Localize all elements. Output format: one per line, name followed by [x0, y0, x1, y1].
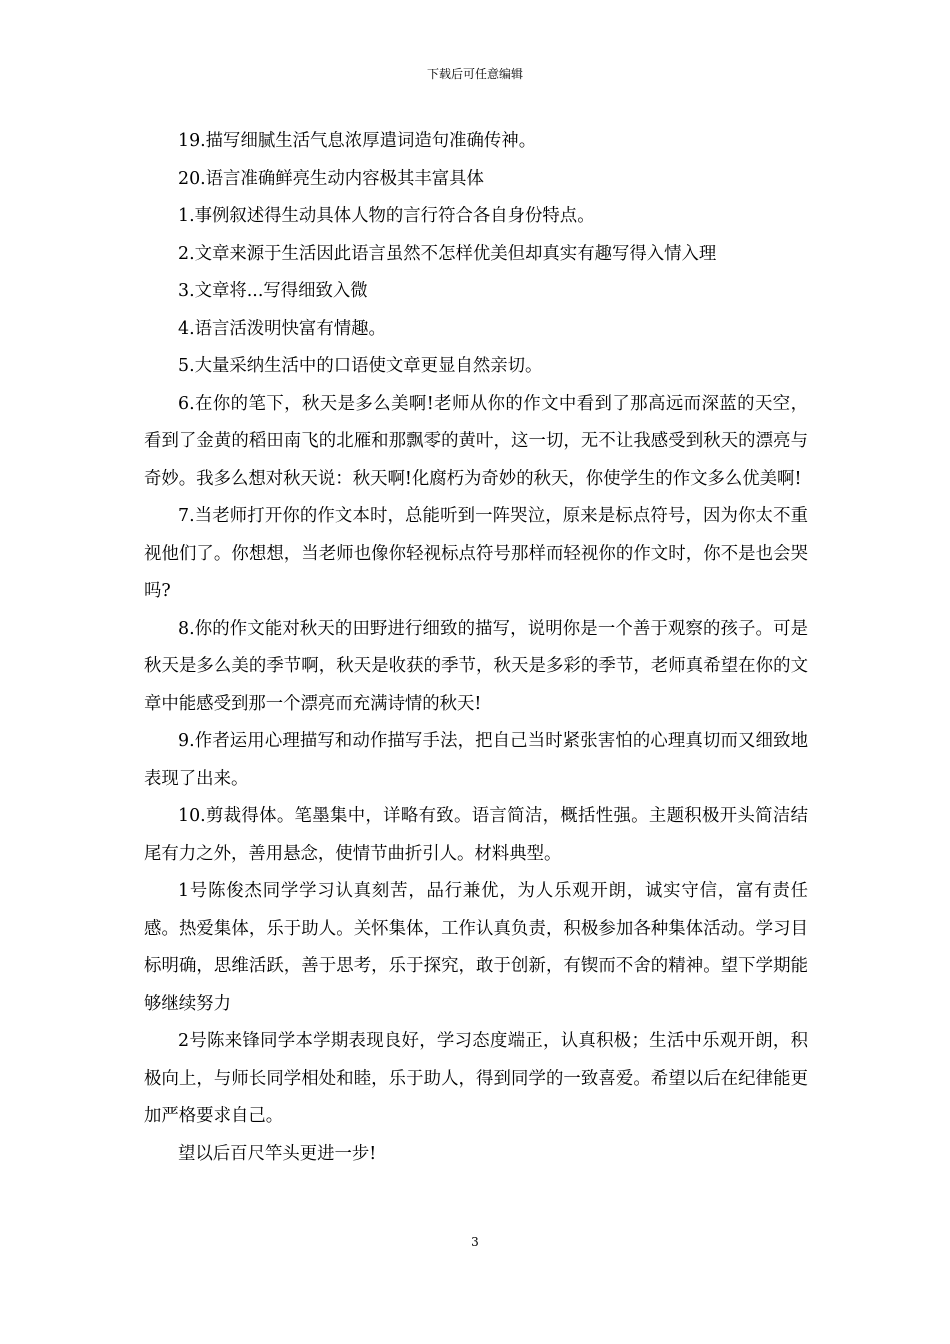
paragraph: 1号陈俊杰同学学习认真刻苦，品行兼优，为人乐观开朗，诚实守信，富有责任感。热爱集体，乐于助人。关怀集体，工作认真负责，积极参加各种集体活动。学习目标明确，思维活跃，善于思考，乐于探究，敢于创新，有锲而不舍的精神。望下学期能够继续努力	[144, 881, 808, 1014]
paragraph: 6.在你的笔下，秋天是多么美啊!老师从你的作文中看到了那高远而深蓝的天空，看到了金黄的稻田南飞的北雁和那飘零的黄叶，这一切，无不让我感受到秋天的漂亮与奇妙。我多么想对秋天说：秋天啊!化腐朽为奇妙的秋天，你使学生的作文多么优美啊!	[144, 393, 808, 489]
paragraph: 1.事例叙述得生动具体人物的言行符合各自身份特点。	[178, 206, 595, 226]
paragraph: 2号陈来锋同学本学期表现良好，学习态度端正，认真积极；生活中乐观开朗，积极向上，与师长同学相处和睦，乐于助人，得到同学的一致喜爱。希望以后在纪律能更加严格要求自己。	[144, 1031, 808, 1126]
page-number: 3	[471, 1235, 479, 1249]
paragraph: 4.语言活泼明快富有情趣。	[178, 318, 386, 339]
paragraph: 5.大量采纳生活中的口语使文章更显自然亲切。	[178, 356, 543, 376]
paragraph: 2.文章来源于生活因此语言虽然不怎样优美但却真实有趣写得入情入理	[178, 243, 717, 264]
paragraph: 8.你的作文能对秋天的田野进行细致的描写，说明你是一个善于观察的孩子。可是秋天是多么美的季节啊，秋天是收获的季节，秋天是多彩的季节，老师真希望在你的文章中能感受到那一个漂亮而充满诗情的秋天!	[144, 618, 808, 714]
paragraph: 20.语言准确鲜亮生动内容极其丰富具体	[178, 168, 484, 189]
page-header: 下载后可任意编辑	[426, 67, 523, 81]
paragraph: 9.作者运用心理描写和动作描写手法，把自己当时紧张害怕的心理真切而又细致地表现了出来。	[144, 731, 808, 789]
document-body	[144, 123, 808, 1173]
paragraph: 10.剪裁得体。笔墨集中，详略有致。语言简洁，概括性强。主题积极开头简洁结尾有力之外，善用悬念，使情节曲折引人。材料典型。	[144, 806, 808, 864]
paragraph: 望以后百尺竿头更进一步!	[178, 1143, 377, 1164]
paragraph: 19.描写细腻生活气息浓厚遣词造句准确传神。	[178, 131, 537, 151]
paragraph: 7.当老师打开你的作文本时，总能听到一阵哭泣，原来是标点符号，因为你太不重视他们了。你想想，当老师也像你轻视标点符号那样而轻视你的作文时，你不是也会哭吗?	[144, 506, 808, 601]
paragraph: 3.文章将...写得细致入微	[178, 281, 368, 301]
